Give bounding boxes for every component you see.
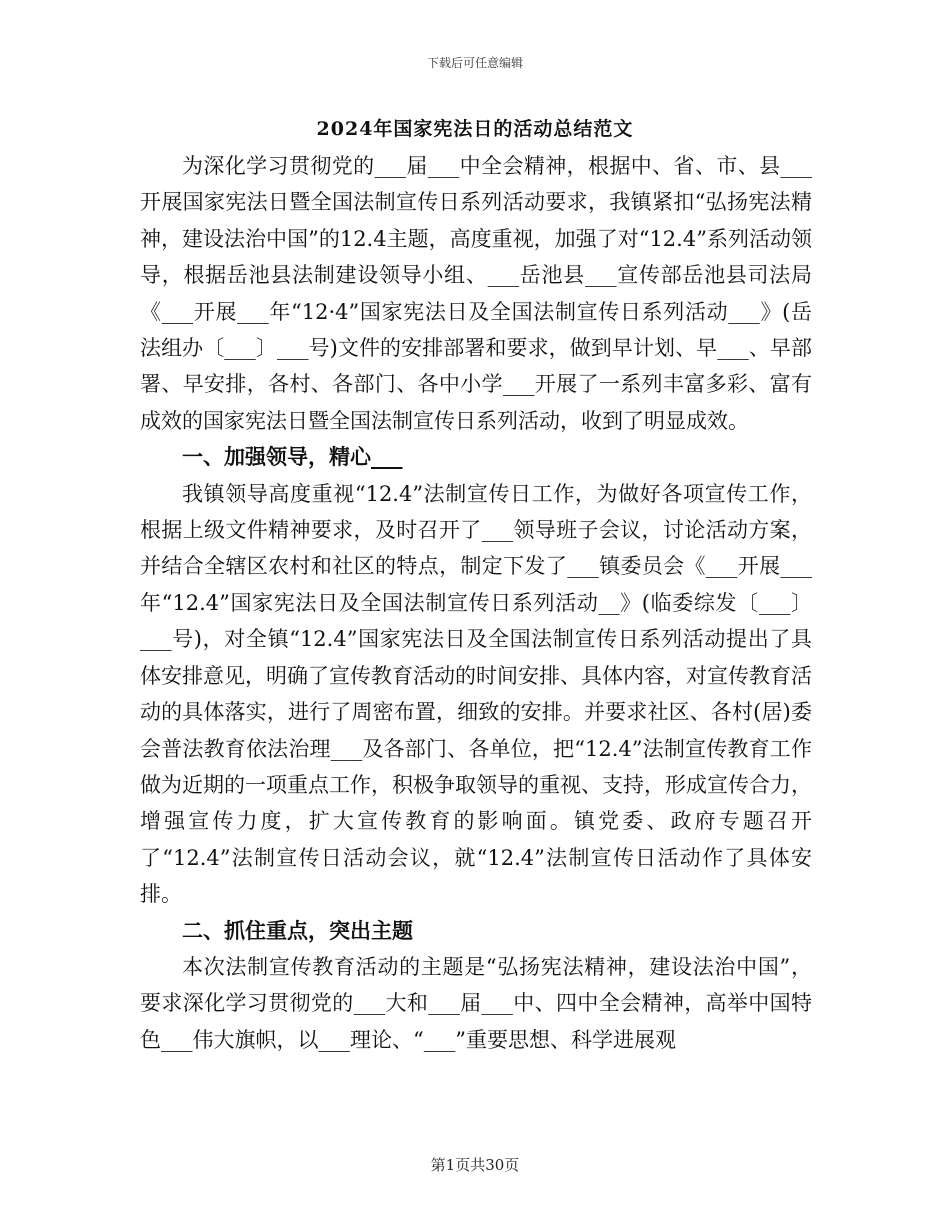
section-paragraph-1: 我镇领导高度重视“12.4”法制宣传日工作，为做好各项宣传工作，根据上级文件精神要求，及时召开了___领导班子会议，讨论活动方案，并结合全辖区农村和社区的特点，制定下发了___镇委员会《___开展___年“12.4”国家宪法日及全国法制宣传日系列活动__》(临委综发〔___〕___号)，对全镇“12.4”国家宪法日及全国法制宣传日系列活动提出了具体安排意见，明确了宣传教育活动的时间安排、具体内容，对宣传教育活动的具体落实，进行了周密布置，细致的安排。并要求社区、各村(居)委会普法教育依法治理___及各部门、各单位，把“12.4”法制宣传教育工作做为近期的一项重点工作，积极争取领导的重视、支持，形成宣传合力，增强宣传力度，扩大宣传教育的影响面。镇党委、政府专题召开了“12.4”法制宣传日活动会议，就“12.4”法制宣传日活动作了具体安排。 xyxy=(140,481,812,907)
section-heading-1: 一、加强领导，精心___ xyxy=(182,444,403,470)
intro-paragraph: 为深化学习贯彻党的___届___中全会精神，根据中、省、市、县___开展国家宪法日暨全国法制宣传日系列活动要求，我镇紧扣“弘扬宪法精神，建设法治中国”的12.4主题，高度重视，加强了对“12.4”系列活动领导，根据岳池县法制建设领导小组、___岳池县___宣传部岳池县司法局《___开展___年“12·4”国家宪法日及全国法制宣传日系列活动___》(岳法组办〔___〕___号)文件的安排部署和要求，做到早计划、早___、早部署、早安排，各村、各部门、各中小学___开展了一系列丰富多彩、富有成效的国家宪法日暨全国法制宣传日系列活动，收到了明显成效。 xyxy=(140,154,812,433)
section-heading-2: 二、抓住重点，突出主题 xyxy=(182,917,413,943)
page-number-footer: 第1页共30页 xyxy=(430,1156,520,1174)
document-body xyxy=(140,148,812,1058)
section-paragraph-2: 本次法制宣传教育活动的主题是“弘扬宪法精神，建设法治中国”，要求深化学习贯彻党的___大和___届___中、四中全会精神，高举中国特色___伟大旗帜，以___理论、“___”重要思想、科学进展观 xyxy=(140,954,812,1052)
document-title: 2024年国家宪法日的活动总结范文 xyxy=(316,118,634,140)
page-header-note: 下载后可任意编辑 xyxy=(426,56,523,70)
